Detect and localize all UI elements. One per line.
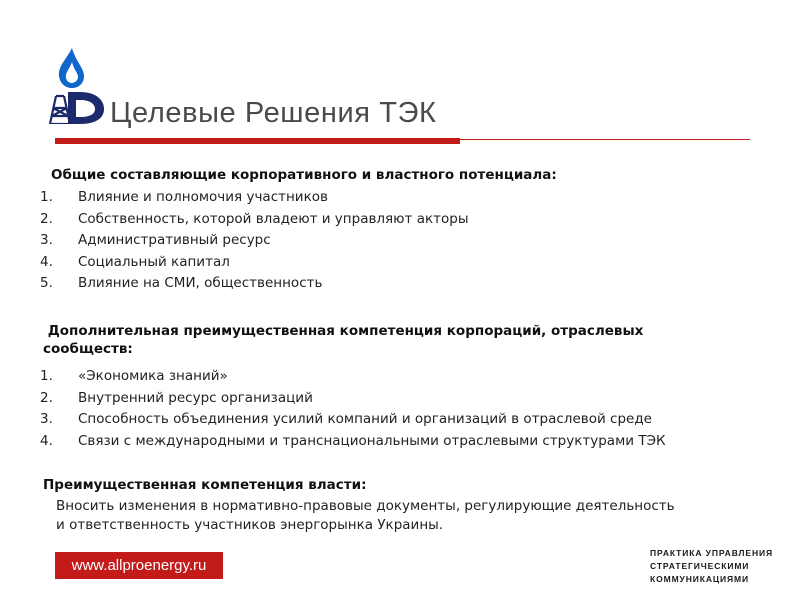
website-link[interactable]: www.allproenergy.ru bbox=[55, 552, 223, 579]
section3-text-line1: Вносить изменения в нормативно-правовые документы, регулирующие деятельность bbox=[56, 498, 675, 514]
section1-title: Общие составляющие корпоративного и властного потенциала: bbox=[51, 167, 557, 183]
list-item-number: 2. bbox=[40, 210, 53, 227]
list-item-number: 1. bbox=[40, 368, 53, 384]
footer-brand-line2: СТРАТЕГИЧЕСКИМИ bbox=[650, 561, 750, 571]
company-logo-icon bbox=[46, 46, 108, 124]
footer-brand-line3: КОММУНИКАЦИЯМИ bbox=[650, 574, 750, 584]
section3-text bbox=[56, 497, 766, 535]
header-divider-thin bbox=[460, 139, 750, 140]
list-item-text: Влияние и полномочия участников bbox=[78, 189, 328, 205]
list-item-text: Социальный капитал bbox=[78, 253, 230, 270]
list-item-text: Влияние на СМИ, общественность bbox=[78, 275, 323, 291]
list-item-number: 5. bbox=[40, 275, 53, 291]
section2-title-line2: сообществ: bbox=[43, 341, 133, 357]
list-item-number: 3. bbox=[40, 411, 53, 427]
list-item-number: 3. bbox=[40, 232, 53, 248]
list-item bbox=[40, 230, 740, 252]
list-item-text: Способность объединения усилий компаний и организаций в отраслевой среде bbox=[78, 411, 652, 427]
list-item-text: Внутренний ресурс организаций bbox=[78, 389, 313, 406]
section3-title: Преимущественная компетенция власти: bbox=[43, 477, 367, 493]
list-item-number: 2. bbox=[40, 389, 53, 406]
list-item-text: Связи с международными и транснациональными отраслевыми структурами ТЭК bbox=[78, 432, 666, 449]
list-item bbox=[40, 209, 740, 231]
list-item bbox=[40, 366, 750, 388]
section2-title bbox=[43, 322, 753, 358]
list-item-number: 1. bbox=[40, 189, 53, 205]
list-item-text: «Экономика знаний» bbox=[78, 368, 228, 384]
list-item bbox=[40, 187, 740, 209]
list-item bbox=[40, 431, 750, 453]
section1-list bbox=[40, 187, 740, 295]
list-item bbox=[40, 252, 740, 274]
list-item bbox=[40, 273, 740, 295]
header-divider-thick bbox=[55, 138, 460, 144]
list-item-text: Собственность, которой владеют и управляют акторы bbox=[78, 210, 469, 227]
list-item-text: Административный ресурс bbox=[78, 232, 271, 248]
list-item bbox=[40, 388, 750, 410]
list-item bbox=[40, 409, 750, 431]
section2-list bbox=[40, 366, 750, 452]
section3-text-line2: и ответственность участников энергорынка Украины. bbox=[56, 517, 444, 533]
section2-title-line1: Дополнительная преимущественная компетенция корпораций, отраслевых bbox=[43, 323, 644, 339]
list-item-number: 4. bbox=[40, 432, 53, 449]
footer-brand bbox=[650, 547, 774, 586]
footer-brand-line1: ПРАКТИКА УПРАВЛЕНИЯ bbox=[650, 548, 774, 558]
brand-name: Целевые Решения ТЭК bbox=[110, 97, 437, 129]
list-item-number: 4. bbox=[40, 253, 53, 270]
